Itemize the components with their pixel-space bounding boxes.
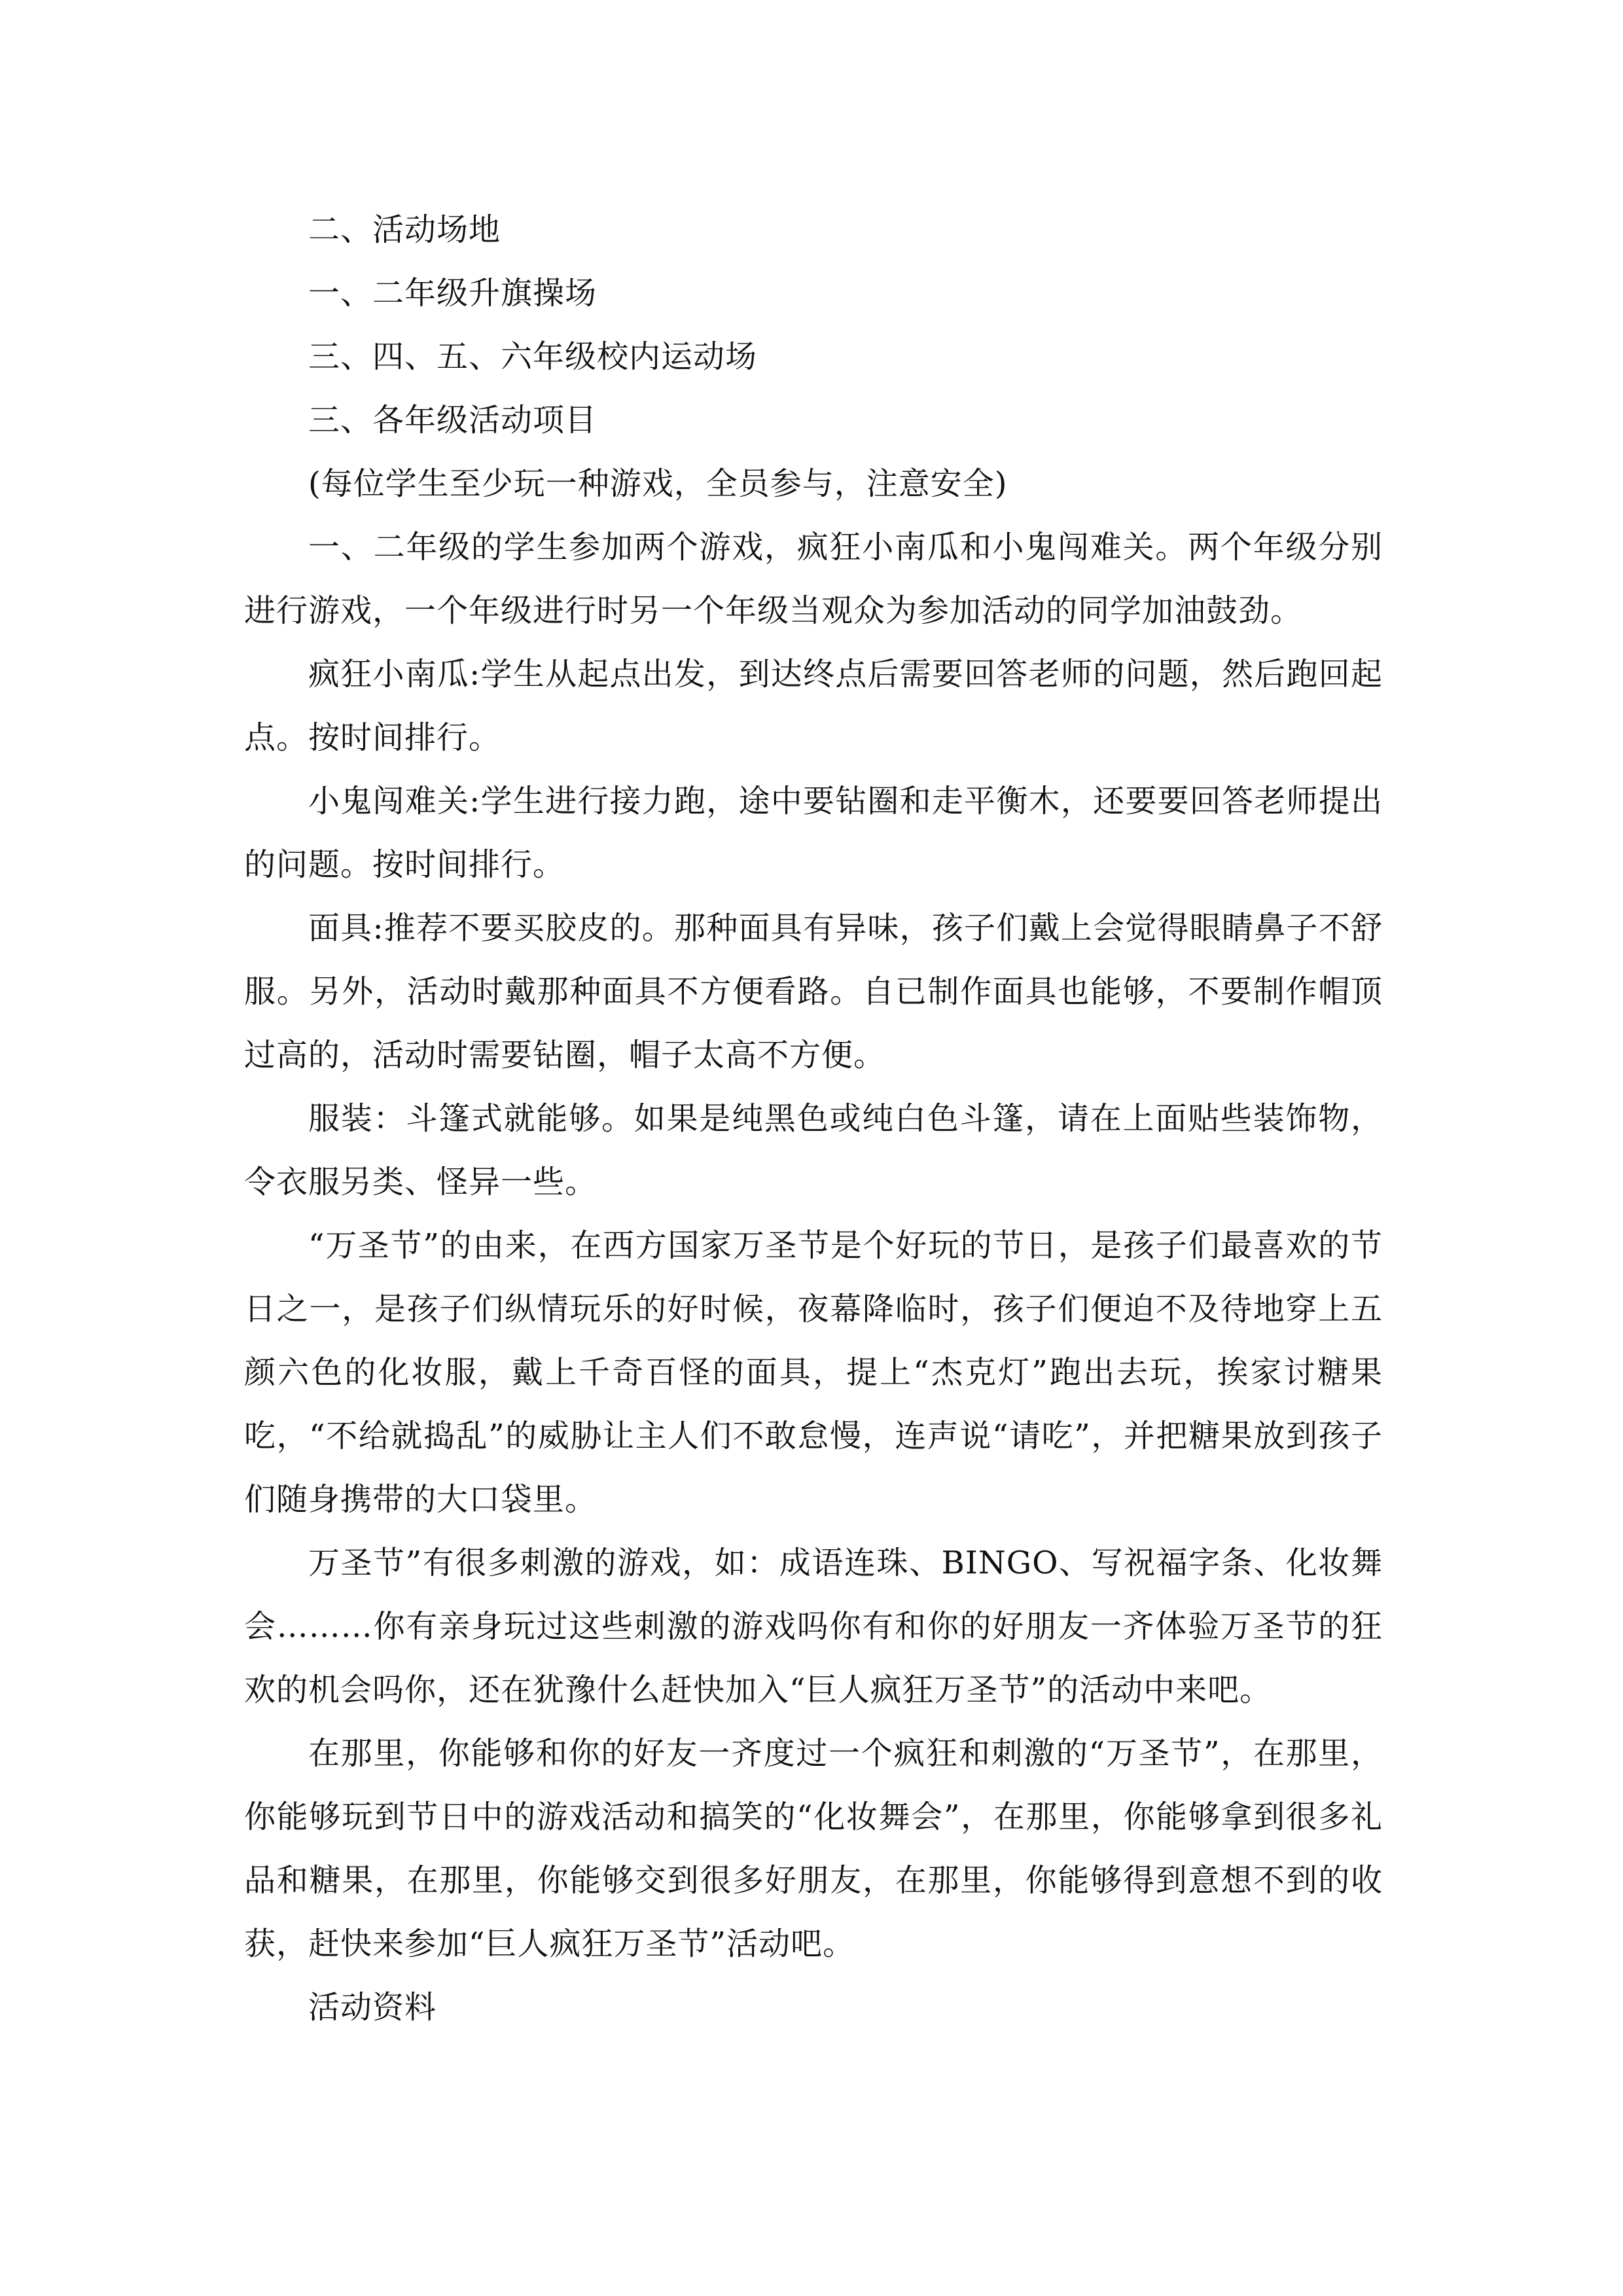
paragraph-costume: 服装：斗篷式就能够。如果是纯黑色或纯白色斗篷，请在上面贴些装饰物，令衣服另类、怪异一些。: [244, 1100, 1383, 1200]
activities-note: (每位学生至少玩一种游戏，全员参与，注意安全): [308, 465, 1008, 502]
paragraph-mask: 面具:推荐不要买胶皮的。那种面具有异味，孩子们戴上会觉得眼睛鼻子不舒服。另外，活动时戴那种面具不方便看路。自已制作面具也能够，不要制作帽顶过高的，活动时需要钻圈，帽子太高不方便。: [244, 910, 1383, 1073]
document-body: [244, 198, 1383, 2039]
paragraph-little-ghost: 小鬼闯难关:学生进行接力跑，途中要钻圈和走平衡木，还要要回答老师提出的问题。按时间排行。: [244, 783, 1383, 883]
section-heading-activities: 三、各年级活动项目: [308, 402, 597, 439]
venue-grade-3-6: 三、四、五、六年级校内运动场: [308, 338, 758, 375]
paragraph-invitation: 在那里，你能够和你的好友一齐度过一个疯狂和刺激的“万圣节”，在那里，你能够玩到节日中的游戏活动和搞笑的“化妆舞会”，在那里，你能够拿到很多礼品和糖果，在那里，你能够交到很多好朋友，在那里，你能够得到意想不到的收获，赶快来参加“巨人疯狂万圣节”活动吧。: [244, 1735, 1383, 1962]
paragraph-crazy-pumpkin: 疯狂小南瓜:学生从起点出发，到达终点后需要回答老师的问题，然后跑回起点。按时间排行。: [244, 656, 1383, 756]
section-heading-materials: 活动资料: [308, 1989, 437, 2026]
section-heading-venue: 二、活动场地: [308, 211, 501, 248]
paragraph-grade-games: 一、二年级的学生参加两个游戏，疯狂小南瓜和小鬼闯难关。两个年级分别进行游戏，一个年级进行时另一个年级当观众为参加活动的同学加油鼓劲。: [244, 529, 1383, 629]
venue-grade-1-2: 一、二年级升旗操场: [308, 275, 597, 312]
paragraph-halloween-origin: “万圣节”的由来，在西方国家万圣节是个好玩的节日，是孩子们最喜欢的节日之一，是孩子们纵情玩乐的好时候，夜幕降临时，孩子们便迫不及待地穿上五颜六色的化妆服，戴上千奇百怪的面具，提上“杰克灯”跑出去玩，挨家讨糖果吃，“不给就捣乱”的威胁让主人们不敢怠慢，连声说“请吃”，并把糖果放到孩子们随身携带的大口袋里。: [244, 1227, 1383, 1518]
paragraph-halloween-games: 万圣节”有很多刺激的游戏，如：成语连珠、BINGO、写祝福字条、化妆舞会………你有亲身玩过这些刺激的游戏吗你有和你的好朋友一齐体验万圣节的狂欢的机会吗你，还在犹豫什么赶快加入“巨人疯狂万圣节”的活动中来吧。: [244, 1545, 1383, 1708]
